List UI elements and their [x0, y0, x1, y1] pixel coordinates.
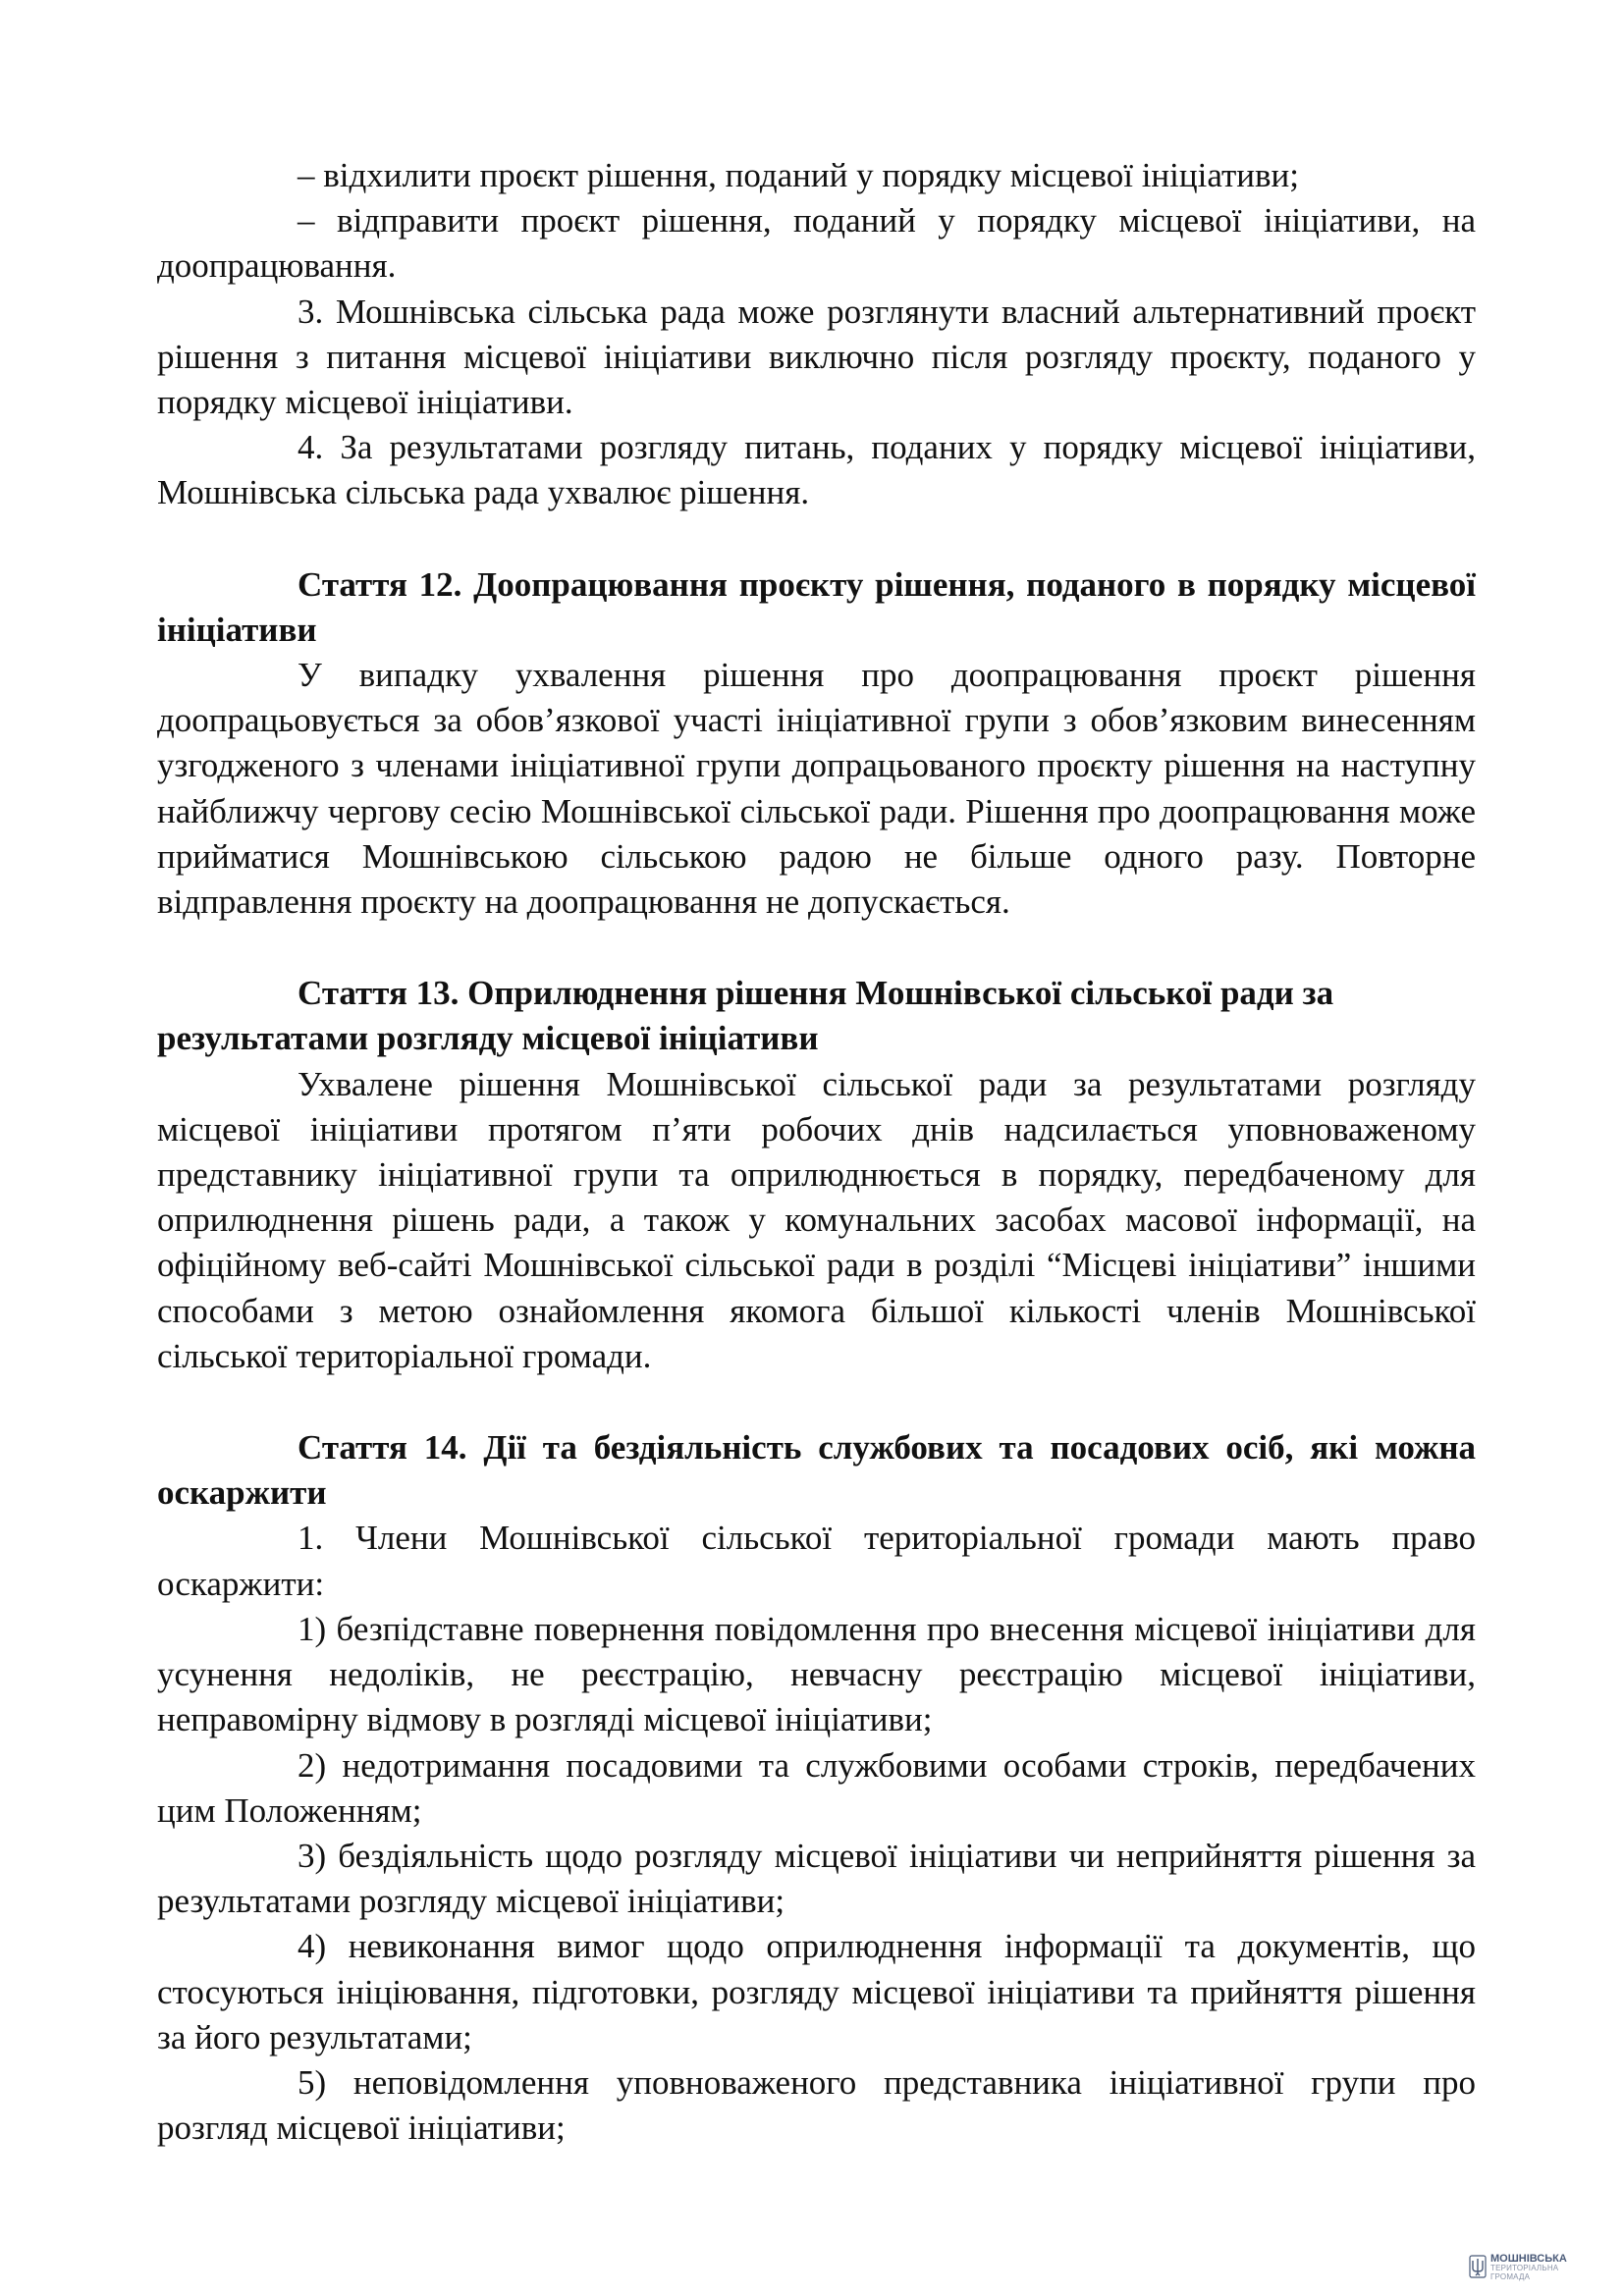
trident-icon: [1469, 2255, 1487, 2280]
community-logo: [1469, 2251, 1597, 2284]
article-12-heading: Стаття 12. Доопрацювання проєкту рішення, поданого в порядку місцевої ініціативи: [157, 564, 1476, 649]
article-13-body: Ухвалене рішення Мошнівської сільської ради за результатами розгляду місцевої ініціативи протягом п’яти робочих днів надсилається уповноваженому представнику ініціативної групи та оприлюднюється в порядку, передбаченому для оприлюднення рішень ради, а також у комунальних засобах масової інформації, на офіційному веб-сайті Мошнівської сільської ради в розділі “Місцеві ініціативи” іншими способами з метою ознайомлення якомога більшої кількості членів Мошнівської сільської територіальної громади.: [157, 1064, 1476, 1375]
article-14-subpoint-1: 1) безпідставне повернення повідомлення про внесення місцевої ініціативи для усунення недоліків, не реєстрацію, невчасну реєстрацію місцевої ініціативи, неправомірну відмову в розгляді місцевої ініціативи;: [157, 1609, 1476, 1739]
article-14-subpoint-4: 4) невиконання вимог щодо оприлюднення інформації та документів, що стосуються ініціювання, підготовки, розгляду місцевої ініціативи та прийняття рішення за його результатами;: [157, 1927, 1476, 2056]
document-body: [157, 153, 1476, 2151]
spacer: [157, 925, 1476, 971]
article-13-heading: Стаття 13. Оприлюднення рішення Мошнівської сільської ради за результатами розгляду місцевої ініціативи: [157, 974, 1334, 1058]
paragraph-point-4: 4. За результатами розгляду питань, поданих у порядку місцевої ініціативи, Мошнівська сільська рада ухвалює рішення.: [157, 428, 1476, 512]
article-14-subpoint-5: 5) неповідомлення уповноваженого представника ініціативної групи про розгляд місцевої ініціативи;: [157, 2062, 1476, 2148]
logo-name: МОШНІВСЬКА: [1490, 2252, 1567, 2265]
logo-line-2: ТЕРИТОРІАЛЬНА: [1490, 2263, 1559, 2272]
article-14-point-1: 1. Члени Мошнівської сільської територіальної громади мають право оскаржити:: [157, 1519, 1476, 1603]
paragraph-reject-option: – відхилити проєкт рішення, поданий у порядку місцевої ініціативи;: [298, 156, 1299, 194]
article-12-body: У випадку ухвалення рішення про доопрацювання проєкт рішення доопрацьовується за обов’язкової участі ініціативної групи з обов’язковим винесенням узгодженого з членами ініціативної групи допрацьованого проєкту рішення на наступну найближчу чергову сесію Мошнівської сільської ради. Рішення про доопрацювання може прийматися Мошнівською сільською радою не більше одного разу. Повторне відправлення проєкту на доопрацювання не допускається.: [157, 656, 1476, 922]
spacer: [157, 1379, 1476, 1425]
article-14-subpoint-2: 2) недотримання посадовими та службовими особами строків, передбачених цим Положенням;: [157, 1745, 1476, 1830]
spacer: [157, 516, 1476, 562]
article-14-subpoint-3: 3) бездіяльність щодо розгляду місцевої ініціативи чи неприйняття рішення за результатами розгляду місцевої ініціативи;: [157, 1836, 1476, 1921]
logo-line-3: ГРОМАДА: [1490, 2271, 1531, 2281]
paragraph-rework-option: – відправити проєкт рішення, поданий у порядку місцевої ініціативи, на доопрацювання.: [157, 201, 1476, 286]
paragraph-point-3: 3. Мошнівська сільська рада може розглянути власний альтернативний проєкт рішення з питання місцевої ініціативи виключно після розгляду проєкту, поданого у порядку місцевої ініціативи.: [157, 292, 1476, 422]
article-14-heading: Стаття 14. Дії та бездіяльність службових та посадових осіб, які можна оскаржити: [157, 1428, 1476, 1513]
